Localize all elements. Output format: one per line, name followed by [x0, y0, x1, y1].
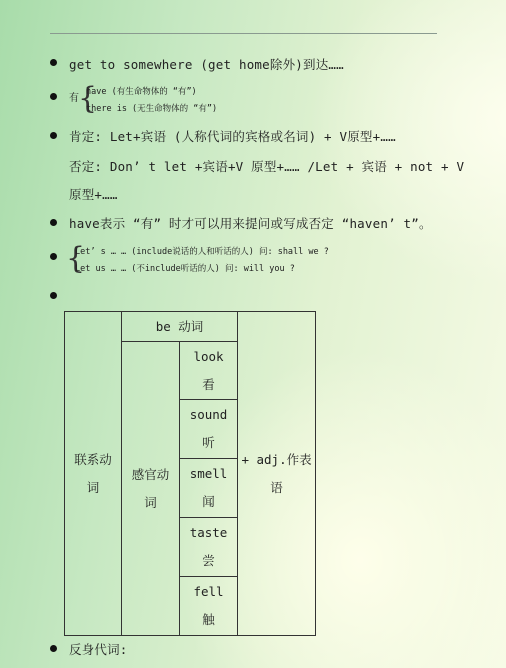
bullet — [50, 645, 57, 652]
bullet — [50, 59, 57, 66]
adj-predicate-cell: + adj.作表 语 — [238, 312, 316, 636]
top-divider — [50, 33, 437, 34]
let-negative-text-cont: 原型+…… — [69, 187, 118, 202]
get-to-somewhere-text: get to somewhere (get home除外)到达…… — [69, 57, 344, 72]
let-us-line: Let us … … (不include听话的人) 问: will you ? — [75, 264, 295, 274]
let-positive-text: 肯定: Let+宾语 (人称代词的宾格或名词) + V原型+…… — [69, 129, 396, 144]
verb-cell: sound 听 — [180, 400, 238, 459]
lets-line: Let’ s … … (include说话的人和听话的人) 问: shall we ? — [75, 247, 329, 257]
linking-verbs-table — [64, 311, 316, 636]
verb-cell: taste 尝 — [180, 518, 238, 577]
linking-verb-cell: 联系动 词 — [65, 312, 122, 636]
there-is-line: there is (无生命物体的 “有”) — [86, 104, 218, 114]
bullet — [50, 253, 57, 260]
sense-verb-cell: 感官动 词 — [122, 342, 180, 636]
be-verb-header: be 动词 — [122, 312, 238, 342]
let-negative-text: 否定: Don’ t let +宾语+V 原型+…… /Let + 宾语 + not + V — [69, 159, 465, 174]
bullet — [50, 132, 57, 139]
bullet — [50, 292, 57, 299]
brace-symbol: { — [66, 241, 86, 276]
reflexive-pronoun-heading: 反身代词: — [69, 642, 128, 657]
verb-cell: fell 触 — [180, 577, 238, 636]
have-prefix: 有 — [69, 93, 79, 104]
brace-symbol: { — [78, 81, 98, 116]
have-question-text: have表示 “有” 时才可以用来提问或写成否定 “haven’ t”。 — [69, 216, 432, 231]
bullet — [50, 93, 57, 100]
have-line: have (有生命物体的 “有”) — [86, 87, 197, 97]
bullet — [50, 219, 57, 226]
verb-cell: look 看 — [180, 342, 238, 400]
verb-cell: smell 闻 — [180, 459, 238, 518]
